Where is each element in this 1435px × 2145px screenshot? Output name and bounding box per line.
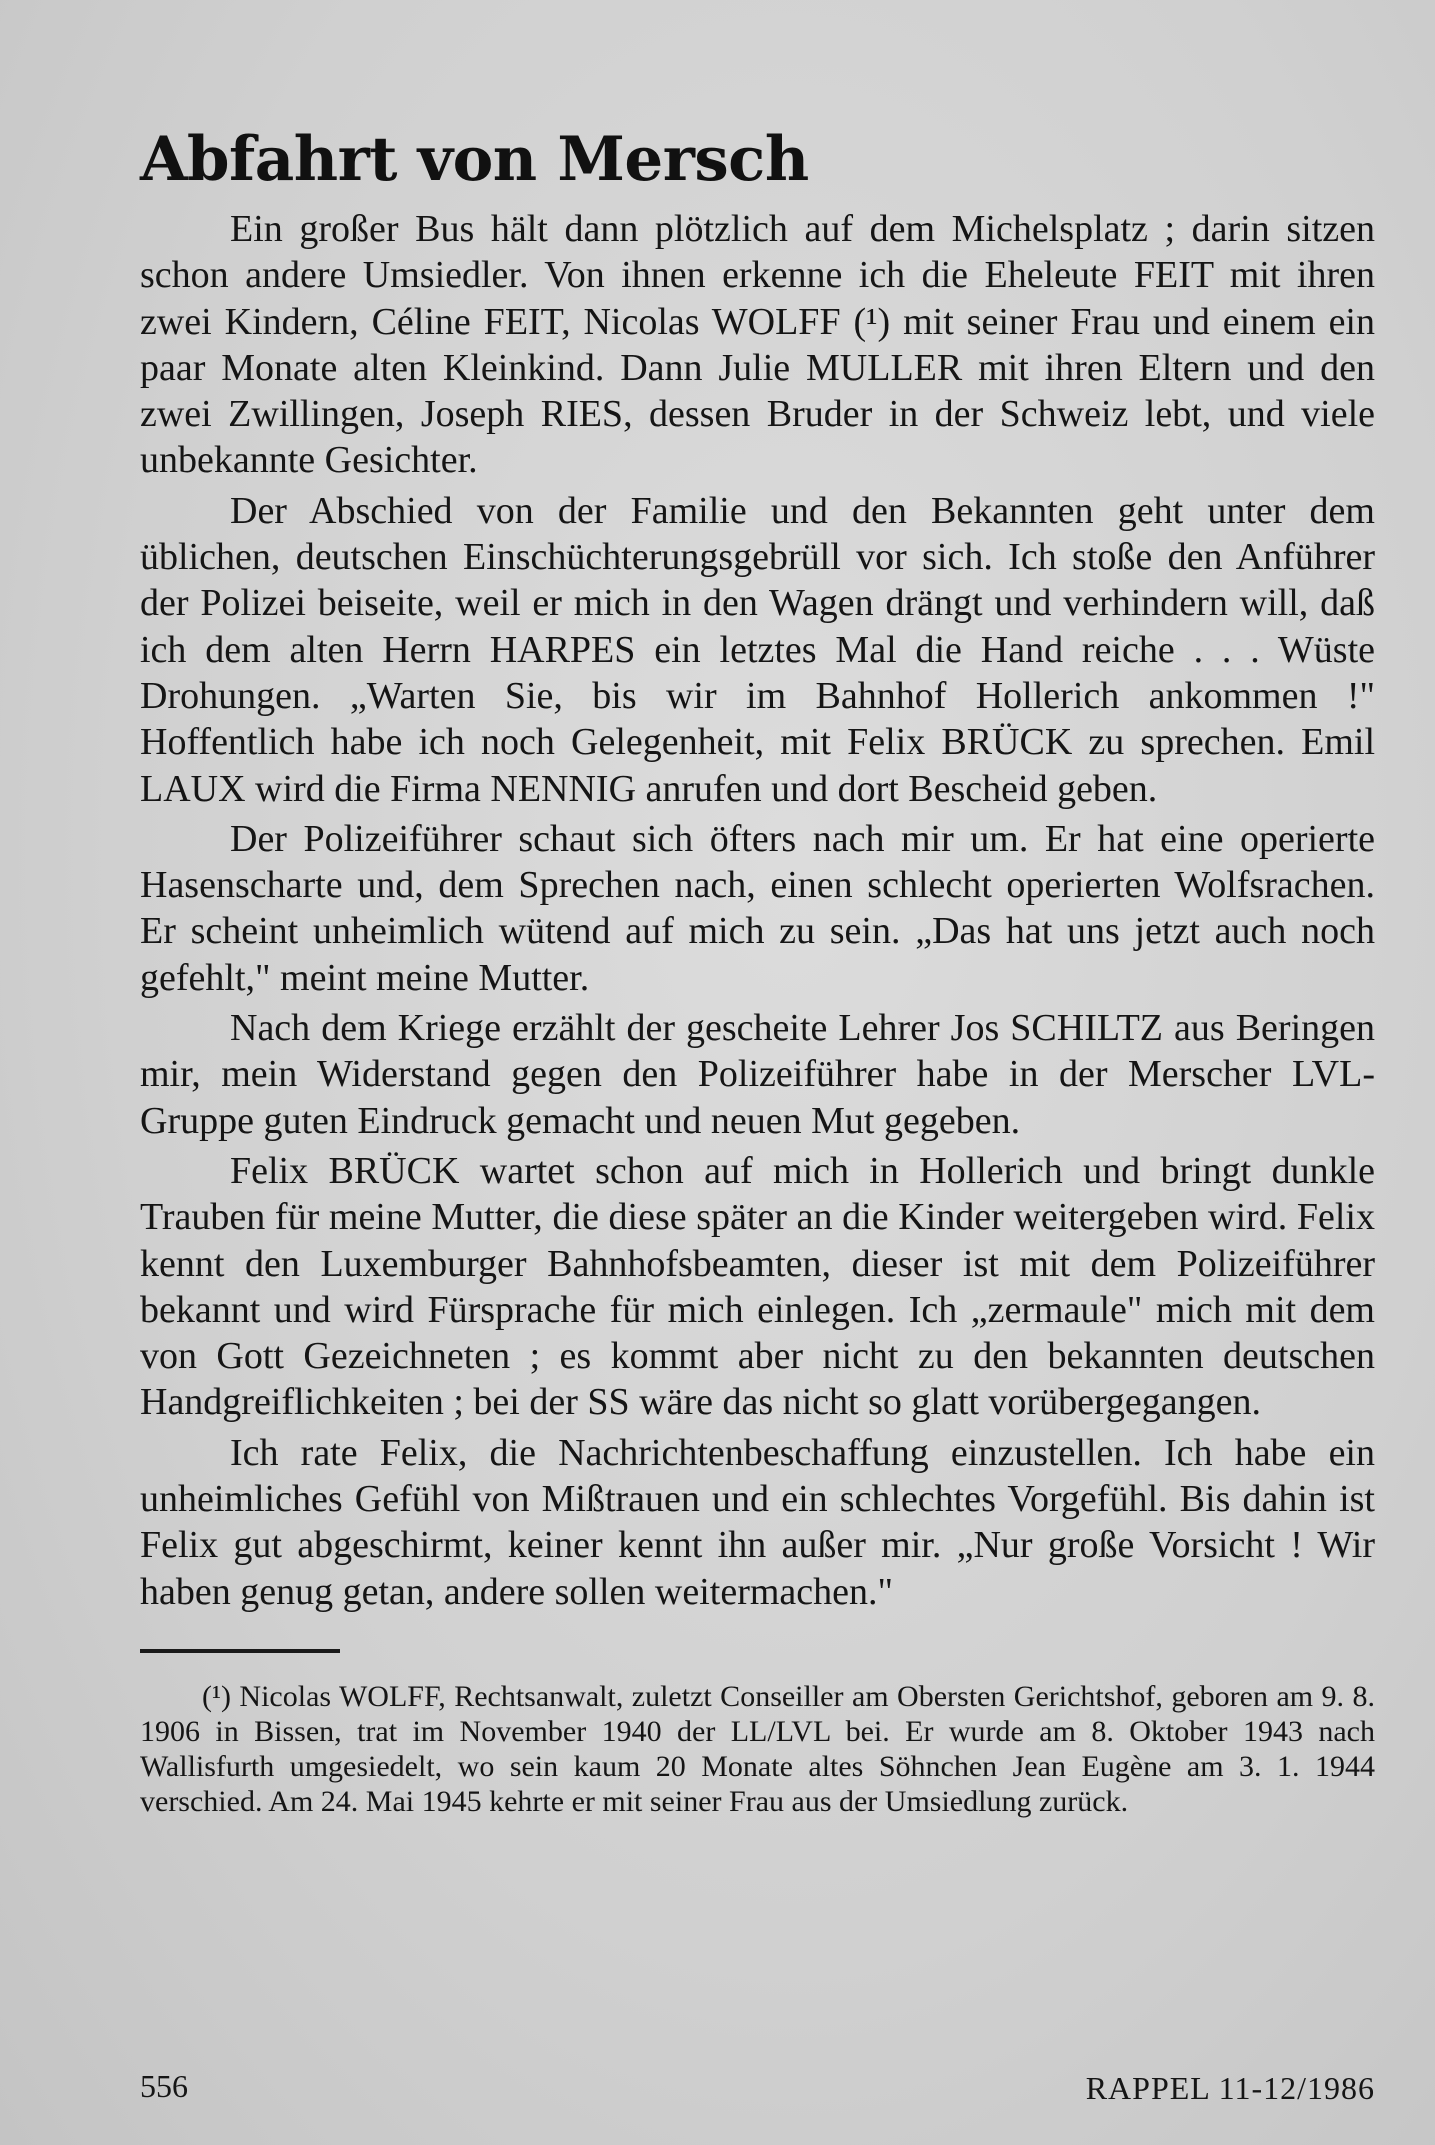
- paragraph-5: Felix BRÜCK wartet schon auf mich in Hollerich und bringt dunkle Trauben für meine Mutter, die diese später an die Kinder weitergeben wird. Felix kennt den Luxemburger Bahnhofsbeamten, dieser ist mit dem Polizeiführer bekannt und wird Fürsprache für mich einlegen. Ich „zermaule" mich mit dem von Gott Gezeichneten ; es kommt aber nicht zu den bekannten deutschen Handgreiflichkeiten ; bei der SS wäre das nicht so glatt vorübergegangen.: [140, 1149, 1375, 1424]
- paragraph-4: Nach dem Kriege erzählt der gescheite Lehrer Jos SCHILTZ aus Beringen mir, mein Widerstand gegen den Polizeiführer habe in der Merscher LVL-Gruppe guten Eindruck gemacht und neuen Mut gegeben.: [140, 1007, 1375, 1142]
- paragraph-1: Ein großer Bus hält dann plötzlich auf dem Michelsplatz ; darin sitzen schon andere Umsiedler. Von ihnen erkenne ich die Eheleute FEIT mit ihren zwei Kindern, Céline FEIT, Nicolas WOLFF (¹) mit seiner Frau und einem ein paar Monate alten Kleinkind. Dann Julie MULLER mit ihren Eltern und den zwei Zwillingen, Joseph RIES, dessen Bruder in der Schweiz lebt, und viele unbekannte Gesichter.: [140, 208, 1375, 482]
- footnote: (¹) Nicolas WOLFF, Rechtsanwalt, zuletzt Conseiller am Obersten Gerichtshof, geboren am 9. 8. 1906 in Bissen, trat im November 1940 der LL/LVL bei. Er wurde am 8. Oktober 1943 nach Wallisfurth umgesiedelt, wo sein kaum 20 Monate altes Söhnchen Jean Eugène am 3. 1. 1944 verschied. Am 24. Mai 1945 kehrte er mit seiner Frau aus der Umsiedlung zurück.: [140, 1679, 1375, 1818]
- paragraph-3: Der Polizeiführer schaut sich öfters nach mir um. Er hat eine operierte Hasenscharte und, dem Sprechen nach, einen schlecht operierten Wolfsrachen. Er scheint unheimlich wütend auf mich zu sein. „Das hat uns jetzt auch noch gefehlt," meint meine Mutter.: [140, 817, 1375, 999]
- page-title: Abfahrt von Mersch: [140, 124, 809, 195]
- page-number: 556: [140, 2068, 188, 2104]
- journal-reference: RAPPEL 11-12/1986: [1085, 2070, 1375, 2106]
- footnote-divider: [140, 1649, 340, 1653]
- paragraph-2: Der Abschied von der Familie und den Bekannten geht unter dem üblichen, deutschen Einschüchterungsgebrüll vor sich. Ich stoße den Anführer der Polizei beiseite, weil er mich in den Wagen drängt und verhindern will, daß ich dem alten Herrn HARPES ein letztes Mal die Hand reiche . . . Wüste Drohungen. „Warten Sie, bis wir im Bahnhof Hollerich ankommen !" Hoffentlich habe ich noch Gelegenheit, mit Felix BRÜCK zu sprechen. Emil LAUX wird die Firma NENNIG anrufen und dort Bescheid geben.: [140, 489, 1375, 810]
- main-content: [140, 120, 1375, 1819]
- page-footer: [140, 2068, 1375, 2108]
- paragraph-6: Ich rate Felix, die Nachrichtenbeschaffung einzustellen. Ich habe ein unheimliches Gefühl von Mißtrauen und ein schlechtes Vorgefühl. Bis dahin ist Felix gut abgeschirmt, keiner kennt ihn außer mir. „Nur große Vorsicht ! Wir haben genug getan, andere sollen weitermachen.": [140, 1431, 1375, 1613]
